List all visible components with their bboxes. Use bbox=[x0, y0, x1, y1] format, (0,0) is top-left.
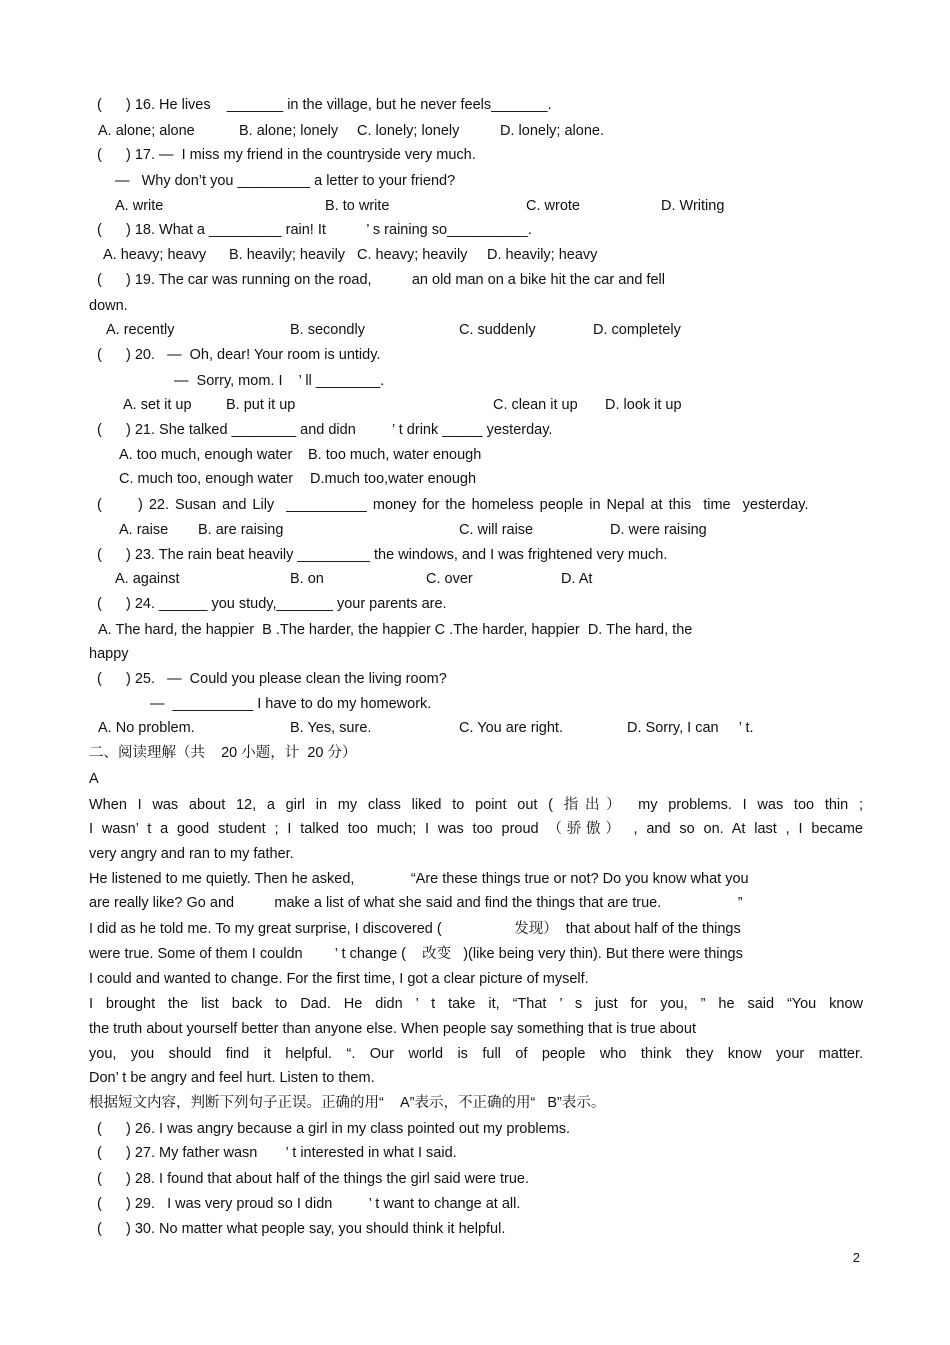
option-a: A. raise bbox=[119, 522, 169, 538]
question-21-stem: ( ) 21. She talked ________ and didn ’ t drink _____ yesterday. bbox=[97, 422, 553, 438]
option-a: A. too much, enough water bbox=[119, 447, 293, 463]
question-18-stem: ( ) 18. What a _________ rain! It ’ s raining so__________. bbox=[97, 222, 532, 238]
question-16-stem: ( ) 16. He lives _______ in the village, but he never feels_______. bbox=[97, 97, 552, 113]
option-d: D.much too,water enough bbox=[310, 471, 477, 487]
true-false-item: ( ) 26. I was angry because a girl in my class pointed out my problems. bbox=[97, 1121, 571, 1137]
option-c: C. much too, enough water bbox=[119, 471, 294, 487]
option-b: B. too much, water enough bbox=[308, 447, 482, 463]
option-b: B. to write bbox=[325, 198, 390, 214]
option-a: A. No problem. bbox=[98, 720, 195, 736]
option-c: C. You are right. bbox=[459, 720, 563, 736]
question-23-stem: ( ) 23. The rain beat heavily _________ the windows, and I was frightened very much. bbox=[97, 547, 668, 563]
option-d: D. At bbox=[561, 571, 593, 587]
question-19-stem: ( ) 19. The car was running on the road, an old man on a bike hit the car and fell bbox=[97, 272, 665, 288]
option-a: A. heavy; heavy bbox=[103, 247, 207, 263]
passage-line: are really like? Go and make a list of what she said and find the things that are true. ” bbox=[89, 895, 743, 911]
passage-line: I could and wanted to change. For the first time, I got a clear picture of myself. bbox=[89, 971, 589, 987]
option-b: B. put it up bbox=[226, 397, 296, 413]
option-d: D. heavily; heavy bbox=[487, 247, 598, 263]
option-d: D. lonely; alone. bbox=[500, 123, 604, 139]
true-false-item: ( ) 27. My father wasn ’ t interested in what I said. bbox=[97, 1145, 457, 1161]
option-c: C. clean it up bbox=[493, 397, 578, 413]
instruction: 根据短文内容，判断下列句子正误。正确的用“ A”表示，不正确的用“ B”表示。 bbox=[89, 1095, 606, 1111]
option-a: A. write bbox=[115, 198, 164, 214]
passage-line: very angry and ran to my father. bbox=[89, 846, 294, 862]
option-d: D. Writing bbox=[661, 198, 725, 214]
option-d: D. Sorry, I can ’ t. bbox=[627, 720, 754, 736]
question-20-stem: ( ) 20. — Oh, dear! Your room is untidy. bbox=[97, 347, 381, 363]
option-c: C. heavy; heavily bbox=[357, 247, 468, 263]
question-17-line2: — Why don’t you _________ a letter to your friend? bbox=[115, 173, 456, 189]
question-22-stem: ( ) 22. Susan and Lily __________ money for the homeless people in Nepal at this time yesterday. bbox=[97, 497, 809, 513]
true-false-item: ( ) 30. No matter what people say, you should think it helpful. bbox=[97, 1221, 506, 1237]
option-a: A. set it up bbox=[123, 397, 192, 413]
option-a: A. alone; alone bbox=[98, 123, 195, 139]
section-heading: 二、阅读理解（共 20 小题，计 20 分） bbox=[89, 745, 357, 761]
question-25-stem: ( ) 25. — Could you please clean the living room? bbox=[97, 671, 447, 687]
option-c: C. suddenly bbox=[459, 322, 536, 338]
passage-line: the truth about yourself better than anyone else. When people say something that is true about bbox=[89, 1021, 696, 1037]
question-24-continuation: happy bbox=[89, 646, 129, 662]
passage-line: He listened to me quietly. Then he asked, “Are these things true or not? Do you know what you bbox=[89, 871, 749, 887]
option-b: B. secondly bbox=[290, 322, 365, 338]
option-b: B. on bbox=[290, 571, 324, 587]
question-19-continuation: down. bbox=[89, 298, 128, 314]
passage-line: I did as he told me. To my great surprise, I discovered ( 发现） that about half of the things bbox=[89, 921, 741, 937]
option-c: C. will raise bbox=[459, 522, 534, 538]
passage-line: Don’ t be angry and feel hurt. Listen to them. bbox=[89, 1070, 375, 1086]
option-c: C. over bbox=[426, 571, 473, 587]
option-b: B. alone; lonely bbox=[239, 123, 339, 139]
option-b: B. heavily; heavily bbox=[229, 247, 346, 263]
passage-label: A bbox=[89, 771, 99, 787]
option-d: D. look it up bbox=[605, 397, 682, 413]
option-a: A. recently bbox=[106, 322, 175, 338]
option-a: A. against bbox=[115, 571, 180, 587]
question-17-stem: ( ) 17. — I miss my friend in the countryside very much. bbox=[97, 147, 476, 163]
passage-line: I brought the list back to Dad. He didn ’ t take it, “That ’ s just for you, ” he said “You know bbox=[89, 996, 863, 1012]
option-b: B. are raising bbox=[198, 522, 284, 538]
option-b: B. Yes, sure. bbox=[290, 720, 372, 736]
true-false-item: ( ) 28. I found that about half of the things the girl said were true. bbox=[97, 1171, 530, 1187]
passage-line: When I was about 12, a girl in my class liked to point out ( 指出） my problems. I was too thin ; bbox=[89, 797, 863, 813]
option-d: D. completely bbox=[593, 322, 681, 338]
question-24-options: A. The hard, the happier B .The harder, the happier C .The harder, happier D. The hard, the bbox=[98, 622, 693, 638]
question-24-stem: ( ) 24. ______ you study,_______ your parents are. bbox=[97, 596, 447, 612]
passage-line: were true. Some of them I couldn ’ t change ( 改变 )(like being very thin). But there were things bbox=[89, 946, 743, 962]
true-false-item: ( ) 29. I was very proud so I didn ’ t want to change at all. bbox=[97, 1196, 521, 1212]
page-number: 2 bbox=[852, 1250, 860, 1265]
question-25-line2: — __________ I have to do my homework. bbox=[150, 696, 432, 712]
passage-line: you, you should find it helpful. “. Our world is full of people who think they know your matter. bbox=[89, 1046, 863, 1062]
option-d: D. were raising bbox=[610, 522, 707, 538]
question-20-line2: — Sorry, mom. I ’ ll ________. bbox=[174, 373, 385, 389]
passage-line: I wasn’ t a good student ; I talked too much; I was too proud （骄傲） , and so on. At last , I became bbox=[89, 821, 863, 837]
option-c: C. lonely; lonely bbox=[357, 123, 460, 139]
option-c: C. wrote bbox=[526, 198, 580, 214]
